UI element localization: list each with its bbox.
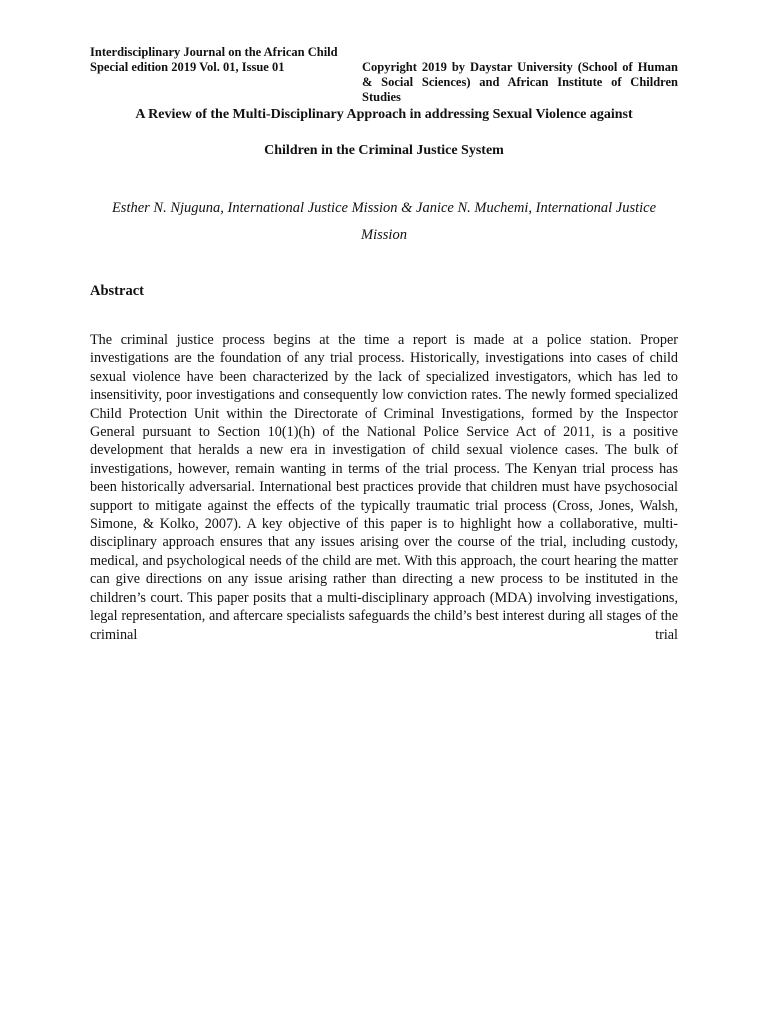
journal-name: Interdisciplinary Journal on the African Child bbox=[90, 45, 338, 59]
journal-header bbox=[90, 45, 360, 75]
abstract-heading: Abstract bbox=[90, 283, 144, 299]
article-authors: Esther N. Njuguna, International Justice Mission & Janice N. Muchemi, International Justice Mission bbox=[111, 200, 657, 243]
article-title-line-2: Children in the Criminal Justice System bbox=[264, 143, 504, 158]
abstract-body: The criminal justice process begins at the time a report is made at a police station. Proper investigations are the foundation of any trial process. Historically, investigations into cases of child sexual violence have been characterized by the lack of specialized investigators, which has led to insensitivity, poor investigations and consequently low conviction rates. The newly formed specialized Child Protection Unit within the Directorate of Criminal Investigations, formed by the Inspector General pursuant to Section 10(1)(h) of the National Police Service Act of 2011, is a positive development that heralds a new era in investigation of child sexual violence cases. The bulk of investigations, however, remain wanting in terms of the trial process. The Kenyan trial process has been historically adversarial. International best practices provide that children must have psychosocial support to mitigate against the effects of the typically traumatic trial process (Cross, Jones, Walsh, Simone, & Kolko, 2007). A key objective of this paper is to highlight how a collaborative, multi-disciplinary approach ensures that any issues arising over the course of the trial, including custody, medical, and psychological needs of the child are met. With this approach, the court hearing the matter can give directions on any issue arising rather than directing a new process to be instituted in the children’s court. This paper posits that a multi-disciplinary approach (MDA) involving investigations, legal representation, and aftercare specialists safeguards the child’s best interest during all stages of the criminal trial bbox=[90, 332, 678, 643]
journal-edition: Special edition 2019 Vol. 01, Issue 01 bbox=[90, 60, 285, 74]
article-title-line-1: A Review of the Multi-Disciplinary Approach in addressing Sexual Violence against bbox=[135, 107, 633, 122]
copyright-notice: Copyright 2019 by Daystar University (School of Human & Social Sciences) and African Institute of Children Studies bbox=[362, 60, 678, 104]
